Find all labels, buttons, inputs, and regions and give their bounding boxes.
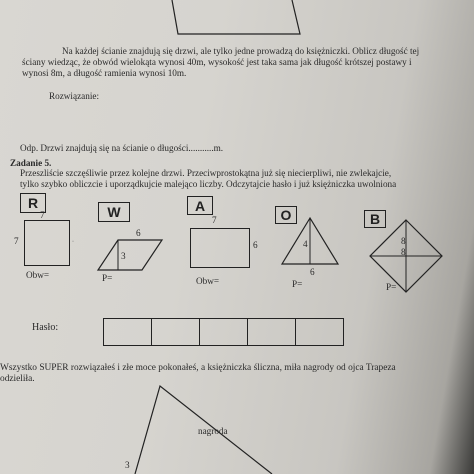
shape-b-dim-bottom: 8 <box>401 247 406 257</box>
shape-a-letter: A <box>194 198 206 214</box>
intro-line-3: wynosi 8m, a długość ramienia wynosi 10m. <box>22 68 187 78</box>
bottom-figure-side: 3 <box>125 460 130 470</box>
shape-r-dot: · <box>72 239 74 245</box>
shape-r-letter: R <box>27 195 39 211</box>
shape-b-formula: P= <box>386 282 397 292</box>
shape-r-formula: Obw= <box>26 270 50 280</box>
solution-label: Rozwiązanie: <box>49 91 99 101</box>
intro-line-1: Na każdej ścianie znajdują się drzwi, ale tylko jedne prowadzą do księżniczki. Oblicz długość tej <box>62 46 420 56</box>
shape-a-dim-top: 7 <box>212 215 217 225</box>
task5-line-1: Przeszliście szczęśliwie przez kolejne drzwi. Przeciwprostokątna już się niecierpliwi, nie zwlekajcie, <box>20 168 392 178</box>
shape-w-dim-side: 6 <box>136 228 141 238</box>
task5-title: Zadanie 5. <box>10 158 52 168</box>
answer-line: Odp. Drzwi znajdują się na ścianie o długości...........m. <box>20 143 224 153</box>
haslo-cell-4[interactable] <box>247 318 296 346</box>
shape-b-dim-top: 8 <box>401 236 406 246</box>
shape-b-letter-box <box>364 210 386 228</box>
shape-a-rectangle <box>190 228 250 268</box>
shape-a-letter-box <box>187 196 213 215</box>
shape-r-dim-top: 7 <box>40 210 45 220</box>
shape-o-letter: O <box>280 207 292 223</box>
shape-w-letter-box <box>98 202 130 222</box>
shape-w-dim-height: 3 <box>121 251 126 261</box>
closing-line-2: odzieliła. <box>0 374 35 384</box>
haslo-cell-5[interactable] <box>295 318 344 346</box>
shape-r-dim-left: 7 <box>14 236 19 246</box>
shape-o-letter-box <box>275 206 297 224</box>
intro-line-2: ściany wiedząc, że obwód wielokąta wynosi 40m, wysokość jest taka sama jak długość krótszej postawy i <box>22 57 412 67</box>
top-trapezoid <box>172 0 300 34</box>
shape-a-dim-right: 6 <box>253 240 258 250</box>
shape-b-letter: B <box>369 211 381 227</box>
haslo-cell-1[interactable] <box>103 318 152 346</box>
closing-line-1: Wszystko SUPER rozwiązałeś i złe moce pokonałeś, a księżniczka śliczna, miła nagrody od ojca Trapeza <box>0 363 396 373</box>
shape-o-dim-base: 6 <box>310 267 315 277</box>
shape-w-formula: P= <box>102 273 113 283</box>
shape-w-letter: W <box>107 204 121 220</box>
shape-w-parallelogram <box>98 240 162 270</box>
task5-line-2: tylko szybko obliczcie i uporządkujcie malejąco liczby. Odczytajcie hasło i już księżniczka uwolniona <box>20 179 397 189</box>
haslo-cell-2[interactable] <box>151 318 200 346</box>
bottom-figure-label: nagroda <box>198 426 228 436</box>
haslo-cell-3[interactable] <box>199 318 248 346</box>
shape-r-square <box>24 220 70 266</box>
shape-a-formula: Obw= <box>196 276 220 286</box>
shape-o-formula: P= <box>292 279 303 289</box>
shape-o-dim-height: 4 <box>303 239 308 249</box>
haslo-label: Hasło: <box>32 322 59 333</box>
